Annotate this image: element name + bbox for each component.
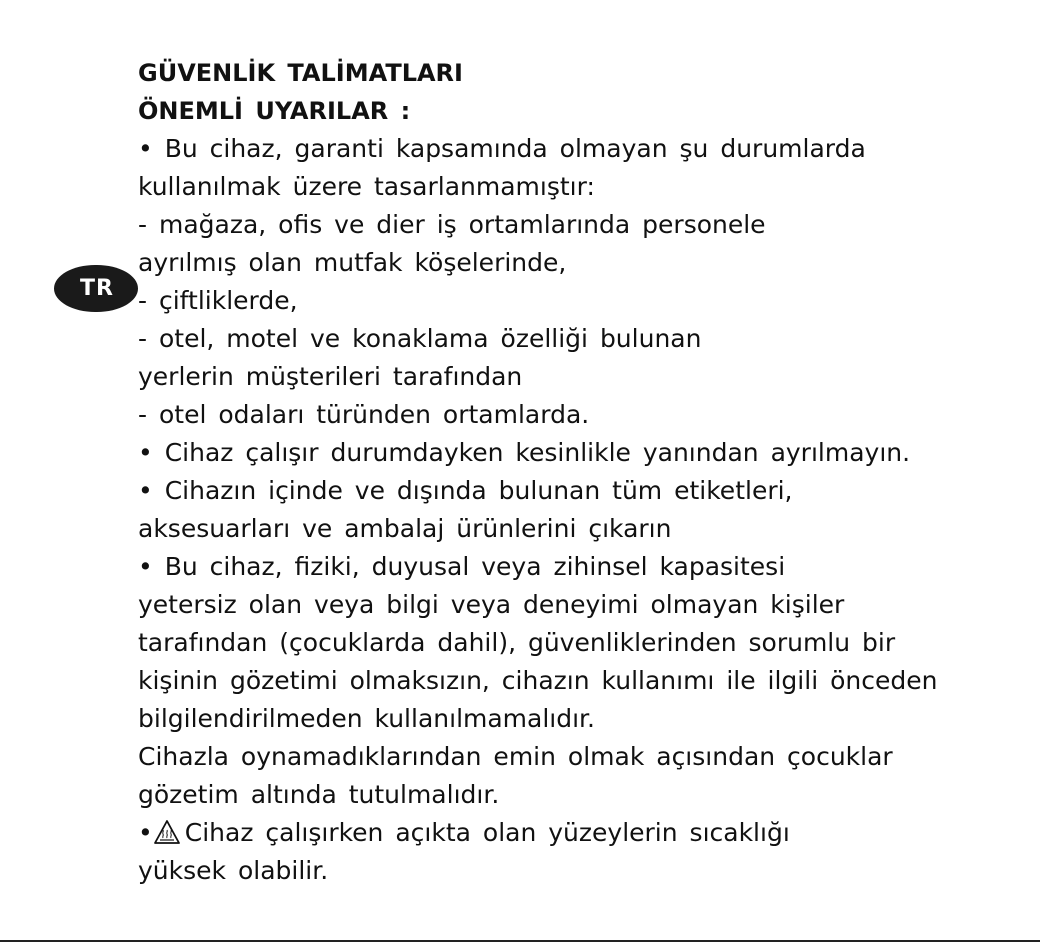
text-line: bilgilendirilmeden kullanılmamalıdır. — [138, 704, 595, 733]
text-line: - otel odaları türünden ortamlarda. — [138, 400, 590, 429]
text-line: yüksek olabilir. — [138, 856, 329, 885]
hot-surface-line — [138, 814, 1018, 852]
language-badge — [54, 265, 138, 312]
text-line: gözetim altında tutulmalıdır. — [138, 780, 500, 809]
text-line: • Bu cihaz, fiziki, duyusal veya zihinsel kapasitesi — [138, 552, 786, 581]
bullet: • — [138, 818, 153, 847]
text-line: • Cihaz çalışır durumdayken kesinlikle yanından ayrılmayın. — [138, 438, 911, 467]
text-line: - otel, motel ve konaklama özelliği bulunan — [138, 324, 702, 353]
text-line: kullanılmak üzere tasarlanmamıştır: — [138, 172, 595, 201]
text-line: Cihazla oynamadıklarından emin olmak açısından çocuklar — [138, 742, 893, 771]
language-badge-label: TR — [80, 276, 114, 301]
safety-instructions — [138, 54, 1018, 890]
text-line: yerlerin müşterileri tarafından — [138, 362, 523, 391]
hot-surface-warning-icon — [153, 819, 181, 845]
text-line: tarafından (çocuklarda dahil), güvenliklerinden sorumlu bir — [138, 628, 896, 657]
section-subtitle: ÖNEMLİ UYARILAR : — [138, 97, 411, 125]
text-line: ayrılmış olan mutfak köşelerinde, — [138, 248, 567, 277]
bottom-divider — [0, 940, 1040, 942]
text-line: - çiftliklerde, — [138, 286, 298, 315]
text-line: • Cihazın içinde ve dışında bulunan tüm etiketleri, — [138, 476, 793, 505]
text-line: yetersiz olan veya bilgi veya deneyimi olmayan kişiler — [138, 590, 845, 619]
text-line: aksesuarları ve ambalaj ürünlerini çıkarın — [138, 514, 672, 543]
section-title: GÜVENLİK TALİMATLARI — [138, 59, 463, 87]
text-line: kişinin gözetimi olmaksızın, cihazın kullanımı ile ilgili önceden — [138, 666, 938, 695]
text-line: - mağaza, ofis ve dier iş ortamlarında personele — [138, 210, 766, 239]
hot-surface-text: Cihaz çalışırken açıkta olan yüzeylerin sıcaklığı — [184, 818, 790, 847]
text-line: • Bu cihaz, garanti kapsamında olmayan şu durumlarda — [138, 134, 866, 163]
